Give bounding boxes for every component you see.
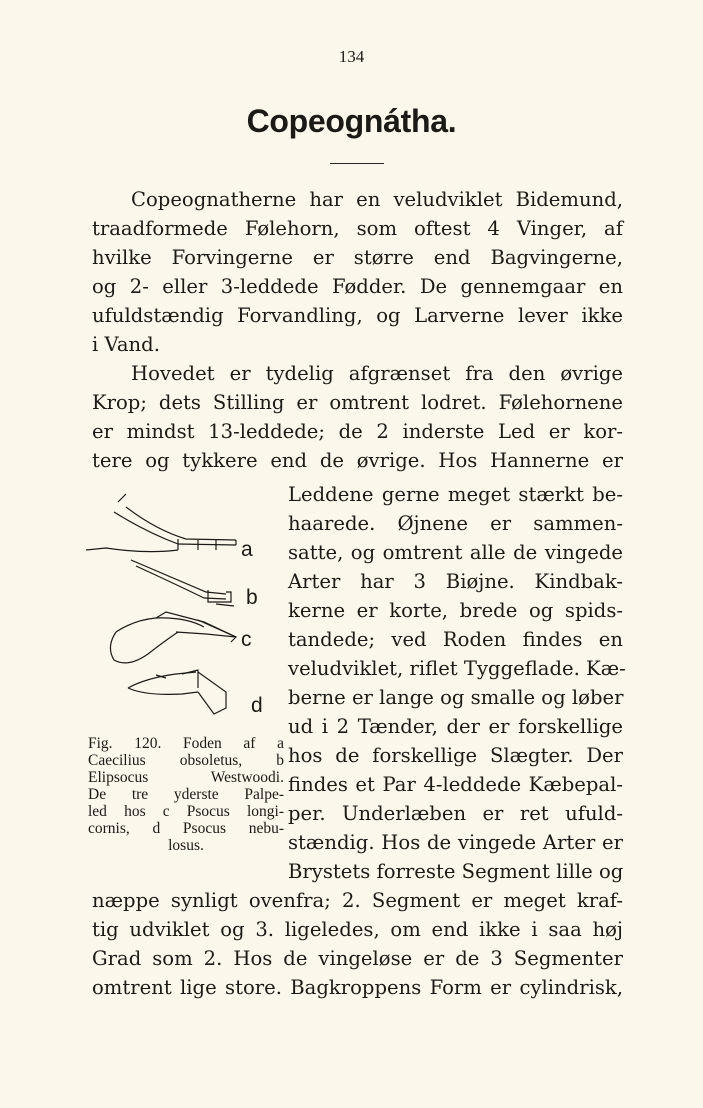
figure-label-b: b	[246, 586, 258, 609]
figure-120	[86, 482, 286, 732]
body-line: Grad som 2. Hos de vingeløse er de 3 Segmenter	[92, 947, 623, 970]
body-line: i Vand.	[92, 333, 160, 356]
body-line: tere og tykkere end de øvrige. Hos Hannerne er	[92, 449, 623, 472]
body-line: Hovedet er tydelig afgrænset fra den øvrige	[131, 362, 623, 385]
body-line: omtrent lige store. Bagkroppens Form er cylindrisk,	[92, 976, 623, 999]
caption-line: cornis, d Psocus nebu-	[88, 820, 284, 837]
figure-caption	[88, 735, 284, 854]
body-line: og 2- eller 3-leddede Fødder. De gennemgaar en	[92, 275, 623, 298]
page-title: Copeognátha.	[246, 103, 457, 139]
body-line: berne er lange og smalle og løber	[288, 686, 624, 709]
body-line: stændig. Hos de vingede Arter er	[288, 831, 623, 854]
body-line: findes et Par 4-leddede Kæbepal-	[288, 773, 623, 796]
caption-line: Caecilius obsoletus, b	[88, 752, 284, 769]
body-line: Arter har 3 Biøjne. Kindbak-	[288, 570, 623, 593]
body-line: næppe synligt ovenfra; 2. Segment er meget kraf-	[92, 889, 623, 912]
body-line: hvilke Forvingerne er større end Bagvingerne,	[92, 246, 623, 269]
caption-line: losus.	[168, 837, 204, 854]
body-line: tandede; ved Roden findes en	[288, 628, 623, 651]
caption-line: Fig. 120. Foden af a	[88, 735, 284, 752]
figure-label-a: a	[241, 538, 253, 561]
caption-line: Elipsocus Westwoodi.	[88, 769, 284, 786]
body-line: hos de forskellige Slægter. Der	[288, 744, 623, 767]
figure-label-c: c	[241, 628, 252, 651]
body-line: veludviklet, riflet Tyggeflade. Kæ-	[288, 657, 626, 680]
body-line: ud i 2 Tænder, der er forskellige	[288, 715, 623, 738]
body-line: traadformede Følehorn, som oftest 4 Vinger, af	[92, 217, 623, 240]
body-line: Brystets forreste Segment lille og	[288, 860, 624, 883]
body-line: tig udviklet og 3. ligeledes, om end ikke i saa høj	[92, 918, 623, 941]
body-line: ufuldstændig Forvandling, og Larverne lever ikke	[92, 304, 623, 327]
title-divider	[330, 163, 384, 164]
body-line: Leddene gerne meget stærkt be-	[288, 483, 623, 506]
caption-line: led hos c Psocus longi-	[88, 803, 284, 820]
page-number: 134	[338, 47, 365, 66]
body-line: per. Underlæben er ret ufuld-	[288, 802, 623, 825]
body-line: er mindst 13-leddede; de 2 inderste Led er kor-	[92, 420, 623, 443]
body-line: satte, og omtrent alle de vingede	[288, 541, 623, 564]
caption-line: De tre yderste Palpe-	[88, 786, 284, 803]
figure-label-d: d	[251, 694, 263, 717]
body-line: kerne er korte, brede og spids-	[288, 599, 623, 622]
body-line: Krop; dets Stilling er omtrent lodret. Følehornene	[92, 391, 623, 414]
body-line: haarede. Øjnene er sammen-	[288, 512, 623, 535]
body-line: Copeognatherne har en veludviklet Bidemund,	[131, 188, 623, 211]
